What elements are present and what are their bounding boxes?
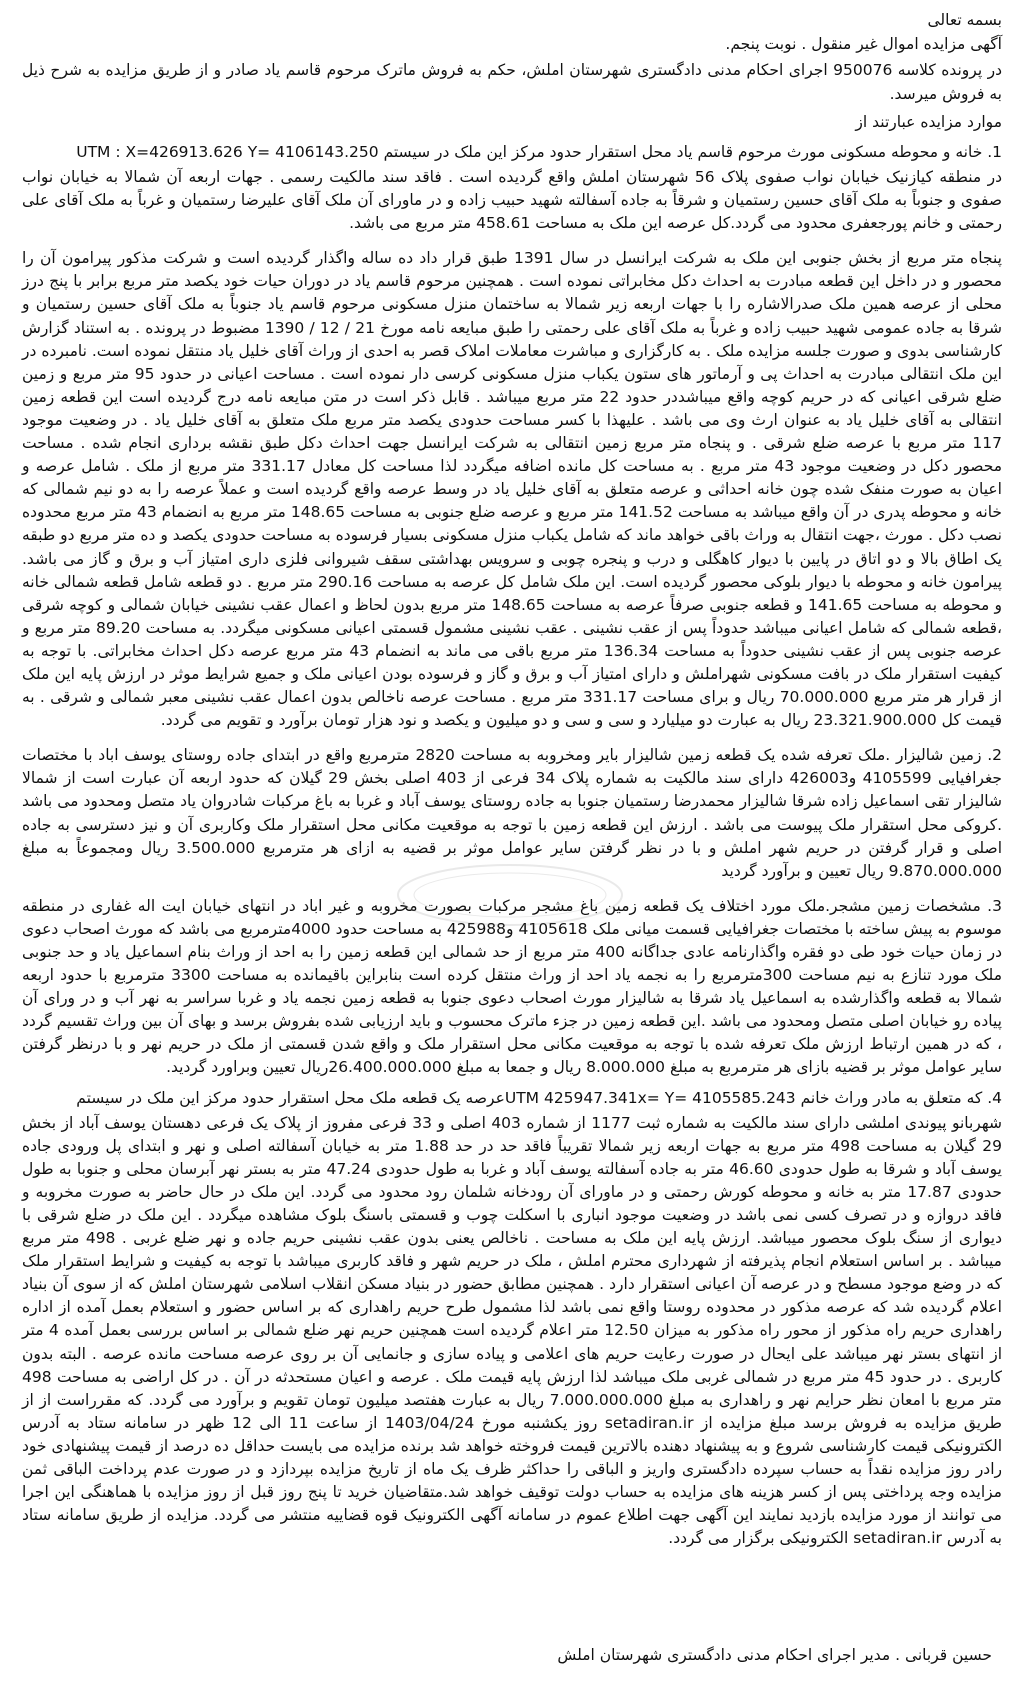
item2-paragraph: 2. زمین شالیزار .ملک تعرفه شده یک قطعه زمین شالیزار بایر ومخروبه به مساحت 2820 مترمربع واقع در ابتدای جاده روستای یوسف اباد با مختصات جغرافیایی 4105599 و426003 دارای سند مالکیت به شماره پلاک 34 فرعی از 403 اصلی بخش 29 گیلان که حدود اربعه آن عبارت است از شمالا شالیزار تقی اسماعیل زاده شرقا شالیزار محمدرضا رستمیان جنوبا به جاده روستای یوسف آباد و غربا به باغ مرکبات شادروان یاد متصل ومحدود می باشد .کروکی محل استقرار ملک پیوست می باشد . ارزش این قطعه زمین با توجه به موقعیت مکانی محل استقرار ملک وکاربری آن و نیز دسترسی به جاده اصلی و قرار گرفتن در حریم شهر املش و با در نظر گرفتن سایر عوامل موثر بر قضیه به ازای هر مترمربع 3.500.000 ریال ومجموعاً به مبلغ 9.870.000.000 ریال تعیین و برآورد گردید xyxy=(22,746,1003,880)
item4-utm-line: 4. که متعلق به مادر وراث خانم UTM 425947.341x= Y= 4105585.243عرصه یک قطعه ملک محل استقرار حدود مرکز این ملک در سیستم xyxy=(76,1088,1002,1107)
intro-paragraph: در پرونده کلاسه 950076 اجرای احکام مدنی دادگستری شهرستان املش، حکم به فروش ماترک مرحوم قاسم یاد صادر و از طریق مزایده به شرح ذیل به فروش میرسد. xyxy=(22,61,1002,103)
item3-paragraph: 3. مشخصات زمین مشجر.ملک مورد اختلاف یک قطعه زمین باغ مشجر مرکبات بصورت مخروبه و غیر اباد در انتهای خیابان ایت اله غفاری در منطقه موسوم به پیش ساخته با مختصات جغرافیایی قسمت میانی ملک 4105618 و425988 به مساحت حدود 4000مترمربع می باشد که مورث اصحاب دعوی در زمان حیات خود طی دو فقره واگذارنامه عادی جداگانه 400 متر مربع از حد شمالی این قطعه زمین را به احد از وراث بنام اسماعیل یاد و حد جنوبی ملک مورد تنازع به نیم مساحت 300مترمربع را به نجمه یاد احد از وراث منتقل کرده است بنابراین باقیمانده به مساحت 3300 مترمربع با حدود اربعه شمالا به قطعه واگذارشده به اسماعیل یاد شرقا به شالیزار مورث اصحاب دعوی جنوبا به قطعه زمین نجمه یاد و غربا سراسر به نهر آب و در ورای آن پیاده رو خیابان اصلی متصل ومحدود می باشد .این قطعه زمین در جزء ماترک محسوب و باید ارزیابی شده بفروش برسد و بهای آن بین وراث تقسیم گردد ، که در همین ارتباط ارزش ملک تعرفه شده با توجه به موقعیت مکانی محل استقرار ملک و واقع شدن قسمتی از ملک در حریم نهر و با درنظر گرفتن سایر عوامل موثر بر قضیه بازای هر مترمربع به مبلغ 8.000.000 ریال و جمعا به مبلغ 26.400.000.000ریال تعیین وبراورد گردید. xyxy=(22,896,1002,1077)
item4-paragraph: شهربانو پیوندی املشی دارای سند مالکیت به شماره ثبت 1177 از شماره 403 اصلی و 33 فرعی مفروز از پلاک یک فرعی دهستان یوسف آباد از بخش 29 گیلان به مساحت 498 متر مربع به جهات اربعه زیر شمالا تقریباً فاقد حد در حد 1.88 متر به خیابان آسفالته اصلی و نهر و ابتدای پل ورودی جاده یوسف آباد و شرقا به طول حدودی 46.60 متر به جاده آسفالته یوسف آباد و غربا به طول حدودی 47.24 متر به بستر نهر آبرسان محلی و جنوبا به طول حدودی 17.87 متر به خانه و محوطه کورش رحمتی و در ماورای آن رودخانه شلمان رود محدود می گردد. این ملک در حال حاضر به صورت مخروبه و فاقد دروازه و در تصرف کسی نمی باشد در وضعیت موجود انباری با اسکلت چوب و قسمتی باسنگ بلوک مشاهده میگردد . این ملک در ضلع شرقی با دیواری از سنگ بلوک محصور میباشد. ارزش پایه این ملک به مساحت . ناخالص یعنی بدون عقب نشینی حریم جاده و نهر ضلع غربی . 498 متر مربع میباشد . بر اساس استعلام انجام پذیرفته از شهرداری محترم املش ، ملک در حریم شهر و فاقد کاربری میباشد با توجه به کیفیت و شرایط استقرار ملک که در وضع موجود مسطح و در عرصه آن اعیانی استقرار دارد . همچنین مطابق حضور در بنیاد مسکن انقلاب اسلامی شهرستان املش که از سوی آن بنیاد اعلام گردیده شد که عرصه مذکور در محدوده روستا واقع نمی باشد لذا مشمول طرح حریم راهداری که بر اساس حضور و استعلام بعمل آمده از اداره راهداری حریم راه مذکور از محور راه مذکور به میزان 12.50 متر اعلام گردیده است همچنین حریم نهر ضلع شمالی بر اساس بررسی بعمل آمده 4 متر از انتهای بستر نهر میباشد علی ایحال در صورت رعایت حریم های اعلامی و پیاده سازی و جانمایی آن بر روی عرصه مساحت مانده عرصه . البته بدون کاربری . در حدود 45 متر مربع در شمالی غربی ملک میباشد لذا ارزش پایه قیمت ملک . عرصه و اعیان مستحدثه در آن . در کل اراضی به مساحت 498 متر مربع با امعان نظر حرایم نهر و راهداری به مبلغ 7.000.000.000 ریال به عبارت هفتصد میلیون تومان تقویم و برآورد می گردد. که مقرراست از از طریق مزایده به فروش برسد مبلغ مزایده از setadiran.ir روز یکشنبه مورخ 1403/04/24 از ساعت 11 الی 12 ظهر در سامانه ستاد به آدرس الکترونیکی قیمت کارشناسی شروع و به پیشنهاد دهنده بالاترین قیمت فروخته خواهد شد برنده مزایده می بایست حداقل ده درصد از قیمت پیشنهادی خود رادر روز مزایده نقداً به حساب سپرده دادگستری واریز و الباقی را حداکثر ظرف یک ماه از تاریخ مزایده بپردازد و در صورت عدم پرداخت الباقی ثمن مزایده وجه پرداختی پس از کسر هزینه های مزایده به حساب دولت توقیف خواهد شد.متقاضیان خرید تا پنج روز قبل از روز مزایده با هماهنگی این اجرا می توانند از مورد مزایده بازدید نمایند این آگهی جهت اطلاع عموم در سامانه آگهی الکترونیک قوه قضاییه منتشر می گردد. مزایده از طریق سامانه ستاد به آدرس setadiran.ir الکترونیکی برگزار می گردد. xyxy=(22,1113,1002,1548)
item1-utm-line: 1. خانه و محوطه مسکونی مورث مرحوم قاسم یاد محل استقرار حدود مرکز این ملک در سیستم UTM : X=426913.626 Y= 4106143.250 xyxy=(76,143,1002,161)
signature-line: حسین قربانی . مدیر اجرای احکام مدنی دادگستری شهرستان املش xyxy=(557,1645,992,1664)
items-heading: موارد مزایده عبارتند از xyxy=(855,113,1002,131)
basmala-heading: بسمه تعالی xyxy=(927,11,1002,29)
notice-title: آگهی مزایده اموال غیر منقول . نوبت پنجم. xyxy=(725,35,1002,53)
item1-paragraph-details: پنجاه متر مربع از بخش جنوبی این ملک به شرکت ایرانسل در سال 1391 طبق قرار داد ده ساله واگذار گردیده است و شرکت مذکور پیرامون آن را محصور و در داخل این قطعه مبادرت به احداث دکل مخابراتی نموده است . همچنین مرحوم قاسم یاد در دوران حیات خود یکصد متر مربع برابر با پنج درز محلی از عرصه همین ملک صدرالاشاره را با جهات اربعه زیر شمالا به ساختمان منزل مسکونی مرحوم قاسم یاد جنوباً به ملک آقای حسین رستمیان و شرقا به جاده عمومی شهید حبیب زاده و غرباً به ملک آقای علی رحمتی را طبق مبایعه نامه مورخ 21 / 12 / 1390 مضبوط در پرونده . به استناد گزارش کارشناسی بدوی و صورت جلسه مزایده ملک . به کارگزاری و مباشرت معاملات املاک قصر به احدی از وراث آقای خلیل یاد منتقل نموده است. نامبرده در این ملک انتقالی مبادرت به احداث پی و آرماتور های ستون یکباب منزل مسکونی کرسی دار نموده است . مساحت اعیانی در حدود 95 متر مربع و زمین ضلع شرقی اعیانی که در حریم کوچه واقع میباشددر حدود 22 متر مربع میباشد . قابل ذکر است در متن مبایعه نامه درج گردیده است این قطعه زمین انتقالی به آقای خلیل یاد به عنوان ارث وی می باشد . علیهذا با کسر مساحت حدودی یکصد متر مربع ملک متعلق به آقای خلیل یاد . در وضعیت موجود 117 متر مربع با عرصه ضلع شرقی . و پنجاه متر مربع زمین انتقالی به شرکت ایرانسل جهت احداث دکل طبق نقشه برداری انجام شده . مساحت محصور دکل در وضعیت موجود 43 متر مربع . به مساحت کل مانده اضافه میگردد لذا مساحت کل معادل 331.17 متر مربع از ملک . شامل عرصه و اعیان به صورت منفک شده چون خانه احداثی و عرصه متعلق به آقای خلیل یاد در وسط عرصه واقع گردیده است و عملاً عرصه را به دو نیم شمالی که خانه و محوطه پدری در آن واقع میباشد به مساحت 141.52 متر مربع و عرصه ضلع جنوبی به مساحت 148.65 متر مربع به انضمام 43 متر مربع محدوده نصب دکل . مورث ،جهت انتقال به وراث باقی خواهد ماند که شامل یکباب منزل مسکونی بسیار فرسوده به مساحت حدودی یکصد و ده متر مربع دو طبقه یک اطاق بالا و دو اتاق در پایین با دیوار کاهگلی و درب و پنجره چوبی و سرویس بهداشتی سقف شیروانی فلزی داری امتیاز آب و برق و گاز می باشد. پیرامون خانه و محوطه با دیوار بلوکی محصور گردیده است. این ملک شامل کل عرصه به مساحت 290.16 متر مربع . دو قطعه شامل قطعه شمالی خانه و محوطه به مساحت 141.65 و قطعه جنوبی صرفاً عرصه به مساحت 148.65 متر مربع بدون لحاظ و اعمال عقب نشینی خیابان شمالی و کوچه شرقی ،قطعه شمالی که شامل اعیانی میباشد حدوداً پس از عقب نشینی . عقب نشینی مشمول قسمتی اعیانی مسکونی میگردد. به مساحت 89.20 متر مربع و عرصه جنوبی پس از عقب نشینی حدوداً به مساحت 136.34 متر مربع باقی می ماند به انضمام 43 متر مربع عرصه دکل احداث مخابراتی. با توجه به کیفیت استقرار ملک در بافت مسکونی شهراملش و دارای امتیاز آب و برق و گاز و فرسوده بودن اعیانی ملک و جمیع شرایط موثر در ارزش پایه این ملک از قرار هر متر مربع 70.000.000 ریال و برای مساحت 331.17 متر مربع . مساحت عرصه ناخالص بدون اعمال عقب نشینی معبر شمالی و شرقی . به قیمت کل 23.321.900.000 ریال به عبارت دو میلیارد و سی و سی و دو میلیون و یکصد و نود هزار تومان برآورد و تقویم می گردد. xyxy=(22,249,1003,730)
item1-paragraph-location: در منطقه کیازنیک خیابان نواب صفوی پلاک 56 شهرستان املش واقع گردیده است . فاقد سند مالکیت رسمی . جهات اربعه آن شمالا به خیابان نواب صفوی و جنوباً به ملک آقای حسین رستمیان و شرقاً به جاده آسفالته شهید حبیب زاده و در ماورای آن ملک آقای علیرضا رستمیان و غرباً به ملک آقای علی رحمتی و خانم پورجعفری محدود می گردد.کل عرصه این ملک به مساحت 458.61 متر مربع می باشد. xyxy=(22,168,1002,233)
